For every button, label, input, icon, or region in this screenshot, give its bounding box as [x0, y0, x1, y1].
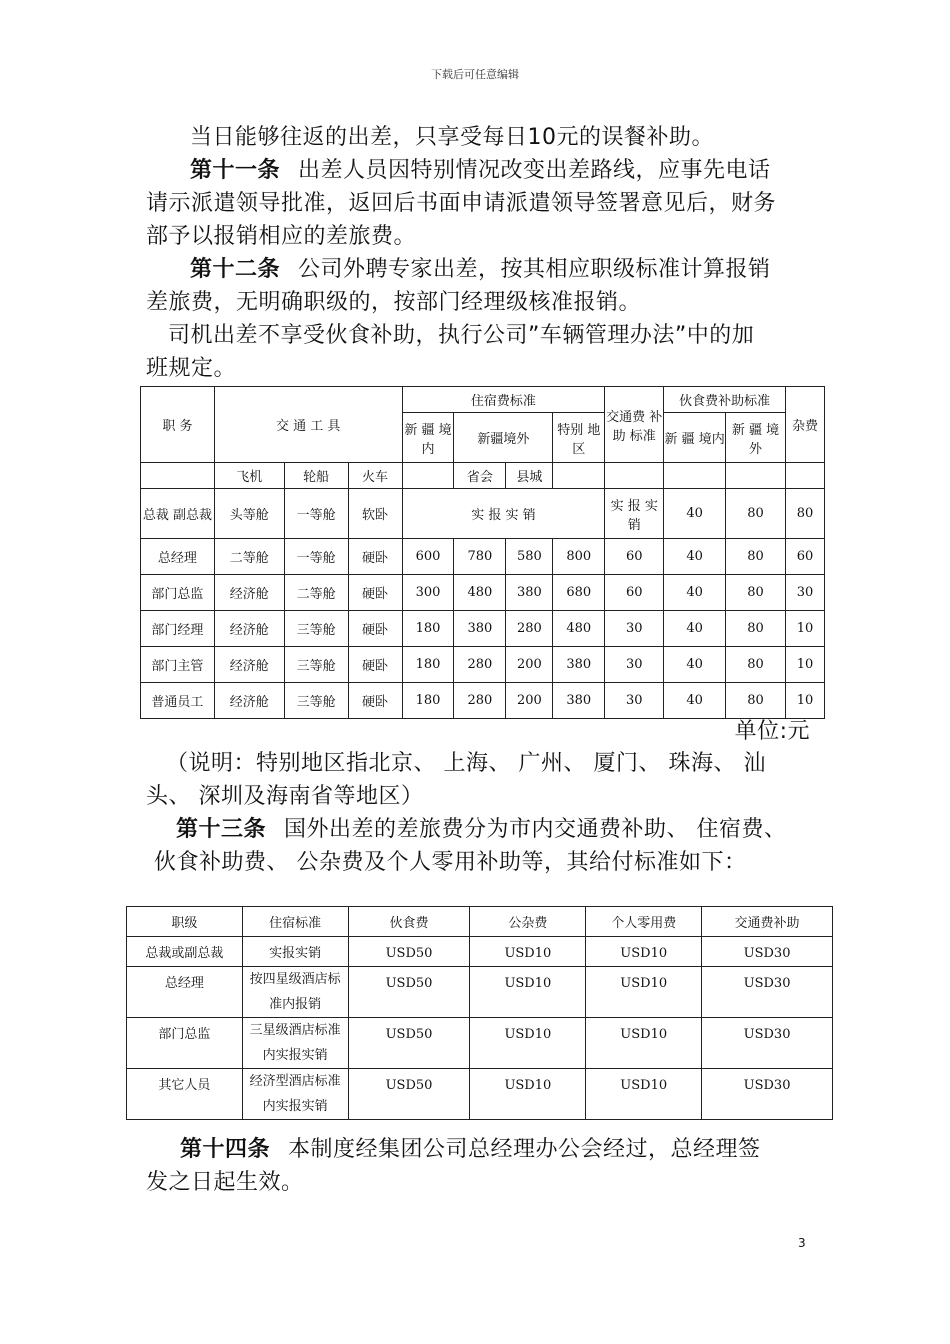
header-lodging: 住宿费标准: [402, 387, 605, 413]
table-row: [141, 683, 825, 719]
table-cell: 总经理: [127, 967, 243, 1018]
table-cell: 480: [553, 611, 605, 647]
header-meal-inside: 新 疆 境内: [664, 413, 726, 463]
paragraph-same-day: 当日能够往返的出差，只享受每日10元的误餐补助。: [190, 125, 714, 150]
header-col-meal: 伙食费: [348, 907, 470, 937]
sub-header-plane: 飞机: [214, 463, 284, 489]
table-cell: 软卧: [348, 489, 402, 539]
table-cell: 280: [454, 683, 506, 719]
table-cell: 硬卧: [348, 647, 402, 683]
table-cell: 80: [726, 539, 786, 575]
table-cell: 60: [605, 575, 664, 611]
table-cell: 10: [785, 611, 824, 647]
table-row: [141, 539, 825, 575]
table-cell: 40: [664, 683, 726, 719]
table-cell: 经济舱: [214, 575, 284, 611]
table-cell: 380: [553, 647, 605, 683]
article-13-line-1: [176, 813, 826, 846]
table-cell: 三等舱: [284, 647, 348, 683]
table-row: [141, 611, 825, 647]
table-cell: 硬卧: [348, 539, 402, 575]
article-14-title: 第十四条: [180, 1137, 271, 1162]
table-cell: 40: [664, 647, 726, 683]
table-cell: USD10: [586, 937, 702, 967]
table-cell: 总裁 副总裁: [141, 489, 215, 539]
table-cell: 经济舱: [214, 647, 284, 683]
table-cell: 40: [664, 575, 726, 611]
table-cell: 普通员工: [141, 683, 215, 719]
table-cell: [785, 463, 824, 489]
sub-header-ship: 轮船: [284, 463, 348, 489]
table-cell: 600: [402, 539, 454, 575]
header-rank: 职 务: [141, 387, 215, 463]
page-number: 3: [798, 1236, 806, 1250]
unit-note: 单位:元: [734, 719, 810, 744]
table-cell: USD10: [470, 1069, 586, 1120]
header-xinjiang-outside: 新疆境外: [454, 413, 553, 463]
table-cell: 40: [664, 539, 726, 575]
table-cell: [141, 463, 215, 489]
table-cell: 80: [726, 611, 786, 647]
table-cell: 60: [605, 539, 664, 575]
article-11-line-1: [190, 154, 860, 187]
table-cell: 30: [785, 575, 824, 611]
article-11-text-1: 出差人员因特别情况改变出差路线，应事先电话: [298, 158, 771, 183]
header-meal: 伙食费补助标准: [664, 387, 786, 413]
article-11-title: 第十一条: [190, 158, 281, 183]
table-cell: 总裁或副总裁: [127, 937, 243, 967]
table-cell: 部门总监: [141, 575, 215, 611]
driver-line-1: 司机出差不享受伙食补助，执行公司”车辆管理办法”中的加: [168, 323, 755, 348]
table-cell: 180: [402, 647, 454, 683]
table-cell: USD10: [470, 1018, 586, 1069]
table-cell: 80: [726, 647, 786, 683]
article-12-title: 第十二条: [190, 257, 281, 282]
table-cell: 二等舱: [284, 575, 348, 611]
article-14-line-1: [180, 1133, 850, 1166]
table-row: [127, 1069, 833, 1120]
table-cell: 10: [785, 683, 824, 719]
table-row: [127, 967, 833, 1018]
table-cell: 二等舱: [214, 539, 284, 575]
table-cell: USD50: [348, 967, 470, 1018]
article-12-line-1: [190, 253, 860, 286]
table-cell: 其它人员: [127, 1069, 243, 1120]
table-cell: 40: [664, 489, 726, 539]
article-11-line-2: 请示派遣领导批准，返回后书面申请派遣领导签署意见后，财务: [146, 191, 777, 216]
table-cell: 硬卧: [348, 611, 402, 647]
table-cell: [402, 463, 454, 489]
table-cell: 部门总监: [127, 1018, 243, 1069]
table-cell: 380: [553, 683, 605, 719]
domestic-travel-table: [140, 386, 825, 719]
table-cell: [553, 463, 605, 489]
table-cell: 480: [454, 575, 506, 611]
table-cell: 经济舱: [214, 683, 284, 719]
table-cell: 硬卧: [348, 575, 402, 611]
table-cell: 头等舱: [214, 489, 284, 539]
table-cell: 60: [785, 539, 824, 575]
table-cell: USD10: [470, 967, 586, 1018]
table-row: [127, 1018, 833, 1069]
header-note: 下载后可任意编辑: [431, 68, 519, 81]
table-cell: 实 报 实 销: [402, 489, 605, 539]
table-cell: 三等舱: [284, 683, 348, 719]
header-transport: 交 通 工 具: [214, 387, 402, 463]
header-meal-outside: 新 疆 境外: [726, 413, 786, 463]
table-cell: 一等舱: [284, 539, 348, 575]
table-cell: USD30: [702, 1018, 833, 1069]
table-cell: 680: [553, 575, 605, 611]
article-12-text-1: 公司外聘专家出差，按其相应职级标准计算报销: [298, 257, 771, 282]
table-cell: 部门经理: [141, 611, 215, 647]
table-cell: 部门主管: [141, 647, 215, 683]
table-cell: USD30: [702, 937, 833, 967]
article-13-text-1: 国外出差的差旅费分为市内交通费补助、 住宿费、: [284, 817, 787, 842]
article-13-title: 第十三条: [176, 817, 267, 842]
table-cell: 30: [605, 611, 664, 647]
table-cell: USD30: [702, 967, 833, 1018]
header-special-region: 特别 地 区: [553, 413, 605, 463]
table-cell: 800: [553, 539, 605, 575]
table-cell: 按四星级酒店标准内报销: [242, 967, 348, 1018]
header-xinjiang-inside: 新 疆 境内: [402, 413, 454, 463]
header-misc: 杂费: [785, 387, 824, 463]
article-14-line-2: 发之日起生效。: [146, 1170, 304, 1195]
article-11-line-3: 部予以报销相应的差旅费。: [146, 224, 417, 249]
table-cell: 200: [506, 647, 553, 683]
table-cell: [726, 463, 786, 489]
sub-header-county: 县城: [506, 463, 553, 489]
table-cell: 40: [664, 611, 726, 647]
table-cell: 10: [785, 647, 824, 683]
table-cell: 30: [605, 683, 664, 719]
table-cell: USD50: [348, 1069, 470, 1120]
table-cell: 80: [726, 683, 786, 719]
header-traffic-allowance: 交通费 补助 标准: [605, 387, 664, 463]
sub-header-provincial-capital: 省会: [454, 463, 506, 489]
table-cell: 经济型酒店标准内实报实销: [242, 1069, 348, 1120]
table-cell: 一等舱: [284, 489, 348, 539]
table-cell: 580: [506, 539, 553, 575]
table-cell: USD50: [348, 937, 470, 967]
sub-header-train: 火车: [348, 463, 402, 489]
table-cell: 200: [506, 683, 553, 719]
table-cell: [605, 463, 664, 489]
table-cell: 30: [605, 647, 664, 683]
header-col-traffic: 交通费补助: [702, 907, 833, 937]
table-cell: 380: [454, 611, 506, 647]
table-cell: 300: [402, 575, 454, 611]
table-cell: 实 报 实 销: [605, 489, 664, 539]
article-12-line-2: 差旅费，无明确职级的，按部门经理级核准报销。: [146, 290, 642, 315]
table-cell: USD10: [586, 1069, 702, 1120]
table-cell: 780: [454, 539, 506, 575]
header-col-misc: 公杂费: [470, 907, 586, 937]
table-cell: USD10: [586, 967, 702, 1018]
explanation-line-2: 头、 深圳及海南省等地区）: [146, 784, 424, 809]
table-cell: USD30: [702, 1069, 833, 1120]
table-cell: USD50: [348, 1018, 470, 1069]
table-cell: USD10: [586, 1018, 702, 1069]
table-cell: [664, 463, 726, 489]
table-cell: 180: [402, 611, 454, 647]
table-cell: 三等舱: [284, 611, 348, 647]
table-cell: 280: [454, 647, 506, 683]
table-row: [141, 489, 825, 539]
header-col-rank: 职级: [127, 907, 243, 937]
overseas-travel-table: [126, 906, 833, 1120]
table-cell: 总经理: [141, 539, 215, 575]
header-col-personal: 个人零用费: [586, 907, 702, 937]
article-14-text-1: 本制度经集团公司总经理办公会经过，总经理签: [288, 1137, 761, 1162]
table-cell: 三星级酒店标准内实报实销: [242, 1018, 348, 1069]
table-cell: 硬卧: [348, 683, 402, 719]
table-cell: USD10: [470, 937, 586, 967]
table-cell: 经济舱: [214, 611, 284, 647]
table-row: [127, 937, 833, 967]
table-cell: 280: [506, 611, 553, 647]
table-cell: 实报实销: [242, 937, 348, 967]
header-col-lodging: 住宿标准: [242, 907, 348, 937]
article-13-line-2: 伙食补助费、 公杂费及个人零用补助等，其给付标准如下：: [154, 850, 747, 875]
table-cell: 80: [726, 489, 786, 539]
table-cell: 380: [506, 575, 553, 611]
table-row: [141, 647, 825, 683]
driver-line-2: 班规定。: [146, 356, 237, 381]
table-cell: 80: [785, 489, 824, 539]
explanation-line-1: （说明：特别地区指北京、 上海、 广州、 厦门、 珠海、 汕: [166, 751, 766, 776]
table-row: [141, 575, 825, 611]
table-cell: 180: [402, 683, 454, 719]
table-cell: 80: [726, 575, 786, 611]
